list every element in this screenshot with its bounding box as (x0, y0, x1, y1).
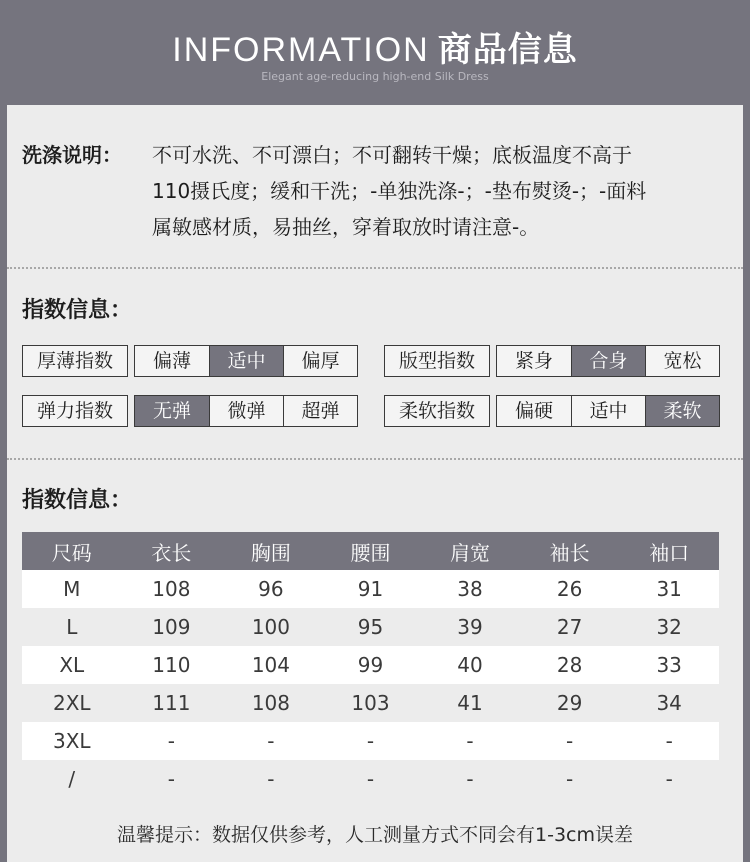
index-options (134, 345, 358, 377)
wash-line: 属敏感材质，易抽丝，穿着取放时请注意-。 (152, 215, 540, 239)
table-cell: - (420, 722, 520, 760)
table-cell: M (22, 570, 122, 608)
wash-label: 洗涤说明： (22, 143, 122, 167)
table-cell: 40 (420, 646, 520, 684)
table-header-cell: 尺码 (22, 532, 122, 570)
table-cell: 96 (221, 570, 321, 608)
table-cell: 2XL (22, 684, 122, 722)
table-cell: 111 (122, 684, 222, 722)
table-cell: XL (22, 646, 122, 684)
size-section-title: 指数信息： (22, 488, 133, 513)
table-cell: 31 (619, 570, 719, 608)
table-row (22, 608, 719, 646)
index-options (496, 395, 720, 427)
table-cell: 27 (520, 608, 620, 646)
index-option: 紧身 (497, 346, 571, 376)
table-cell: 110 (122, 646, 222, 684)
table-cell: 103 (321, 684, 421, 722)
table-header-cell: 衣长 (122, 532, 222, 570)
table-row (22, 570, 719, 608)
table-header-cell: 胸围 (221, 532, 321, 570)
table-cell: - (122, 760, 222, 798)
index-option: 偏薄 (135, 346, 209, 376)
index-option: 偏厚 (283, 346, 357, 376)
subtitle: Elegant age-reducing high-end Silk Dress (261, 70, 489, 83)
index-label: 版型指数 (384, 345, 490, 377)
table-cell: - (321, 722, 421, 760)
table-cell: 100 (221, 608, 321, 646)
info-panel (7, 105, 743, 862)
index-option: 无弹 (135, 396, 209, 426)
index-option: 微弹 (209, 396, 283, 426)
index-label: 弹力指数 (22, 395, 128, 427)
page-title (0, 22, 750, 71)
header (0, 0, 750, 105)
wash-line: 110摄氏度；缓和干洗；-单独洗涤-；-垫布熨烫-；-面料 (152, 179, 647, 203)
table-cell: / (22, 760, 122, 798)
index-label: 厚薄指数 (22, 345, 128, 377)
index-group-fit (384, 345, 720, 377)
index-label: 柔软指数 (384, 395, 490, 427)
table-cell: - (122, 722, 222, 760)
size-table (22, 532, 719, 798)
table-cell: - (221, 722, 321, 760)
index-group-softness (384, 395, 720, 427)
table-cell: L (22, 608, 122, 646)
table-cell: 95 (321, 608, 421, 646)
table-cell: 29 (520, 684, 620, 722)
index-options (496, 345, 720, 377)
table-cell: - (520, 722, 620, 760)
index-options (134, 395, 358, 427)
index-option: 适中 (209, 346, 283, 376)
table-cell: - (321, 760, 421, 798)
table-cell: 41 (420, 684, 520, 722)
table-cell: 28 (520, 646, 620, 684)
table-cell: 39 (420, 608, 520, 646)
table-cell: 33 (619, 646, 719, 684)
index-group-elasticity (22, 395, 358, 427)
table-row (22, 760, 719, 798)
index-option: 超弹 (283, 396, 357, 426)
divider (7, 458, 743, 460)
index-option: 偏硬 (497, 396, 571, 426)
table-cell: 91 (321, 570, 421, 608)
table-header-cell: 袖长 (520, 532, 620, 570)
table-cell: 104 (221, 646, 321, 684)
table-header-row (22, 532, 719, 570)
index-group-thickness (22, 345, 358, 377)
table-header-cell: 袖口 (619, 532, 719, 570)
index-option: 柔软 (645, 396, 719, 426)
title-en: INFORMATION (172, 31, 430, 69)
table-cell: 109 (122, 608, 222, 646)
table-cell: 99 (321, 646, 421, 684)
index-option: 适中 (571, 396, 645, 426)
table-cell: 108 (221, 684, 321, 722)
table-cell: 32 (619, 608, 719, 646)
index-option: 合身 (571, 346, 645, 376)
table-cell: - (221, 760, 321, 798)
table-cell: 26 (520, 570, 620, 608)
table-cell: - (619, 722, 719, 760)
table-cell: - (520, 760, 620, 798)
table-row (22, 646, 719, 684)
title-cn: 商品信息 (437, 31, 578, 69)
table-cell: 3XL (22, 722, 122, 760)
index-option: 宽松 (645, 346, 719, 376)
table-cell: - (420, 760, 520, 798)
table-cell: 38 (420, 570, 520, 608)
wash-line: 不可水洗、不可漂白；不可翻转干燥；底板温度不高于 (152, 143, 632, 167)
index-section-title: 指数信息： (22, 298, 133, 323)
table-cell: - (619, 760, 719, 798)
table-header-cell: 肩宽 (420, 532, 520, 570)
table-row (22, 722, 719, 760)
measurement-note: 温馨提示：数据仅供参考，人工测量方式不同会有1-3cm误差 (117, 824, 633, 846)
table-row (22, 684, 719, 722)
table-cell: 108 (122, 570, 222, 608)
table-header-cell: 腰围 (321, 532, 421, 570)
divider (7, 267, 743, 269)
table-cell: 34 (619, 684, 719, 722)
wash-instructions (22, 137, 722, 245)
